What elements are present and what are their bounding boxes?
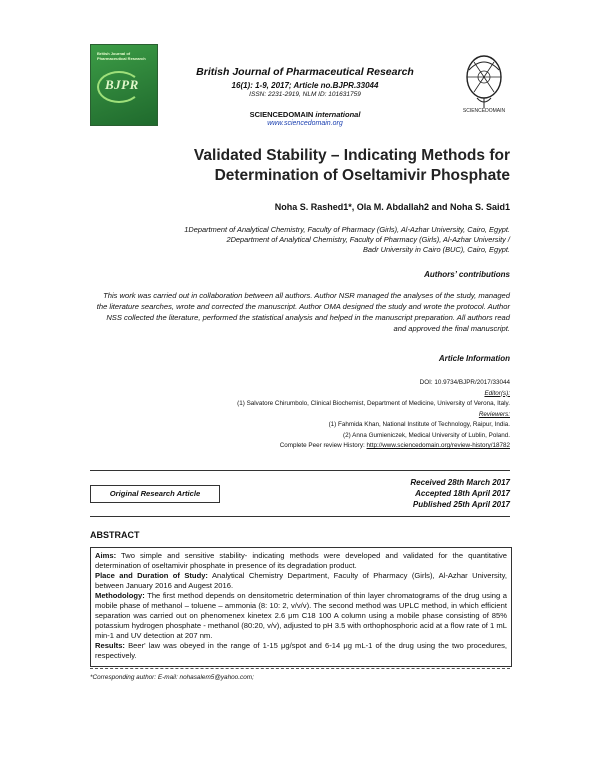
journal-issn: ISSN: 2231-2919, NLM ID: 101631759 bbox=[249, 91, 361, 98]
peer-review bbox=[150, 441, 510, 452]
affiliations bbox=[90, 225, 510, 255]
reviewer-1: (1) Fahmida Khan, National Institute of Technology, Raipur, India. bbox=[328, 421, 510, 428]
article-dates bbox=[300, 477, 510, 510]
affiliation-2-cont: Badr University in Cairo (BUC), Cairo, Egypt. bbox=[362, 245, 510, 254]
journal-title: British Journal of Pharmaceutical Research bbox=[196, 66, 414, 78]
paper-authors: Noha S. Rashed1*, Ola M. Abdallah2 and Noha S. Said1 bbox=[274, 202, 510, 212]
affiliation-1: 1Department of Analytical Chemistry, Faculty of Pharmacy (Girls), Al-Azhar University, Cairo, Egypt. bbox=[184, 225, 510, 234]
article-type-box: Original Research Article bbox=[90, 485, 220, 503]
affiliation-2: 2Department of Analytical Chemistry, Faculty of Pharmacy (Girls), Al-Azhar University / bbox=[226, 235, 510, 244]
divider-top bbox=[90, 470, 510, 471]
reviewers-label: Reviewers: bbox=[478, 410, 510, 418]
doi: DOI: 10.9734/BJPR/2017/33044 bbox=[419, 379, 510, 386]
paper-title-line1: Validated Stability – Indicating Methods for bbox=[193, 147, 510, 164]
aims-text: Two simple and sensitive stability- indicating methods were developed and validated for the quantitative determination of oseltamivir phosphate in presence of its degradation product. bbox=[95, 551, 507, 570]
publisher-name bbox=[160, 110, 450, 119]
contributions-heading: Authors’ contributions bbox=[424, 270, 510, 279]
results-text: Beer' law was obeyed in the range of 1-15 μg/spot and 6-14 μg mL-1 of the drug using the two procedures, respectively. bbox=[95, 641, 507, 660]
article-info-heading: Article Information bbox=[438, 354, 510, 363]
publisher-url[interactable]: www.sciencedomain.org bbox=[267, 120, 343, 127]
paper-title-line2: Determination of Oseltamivir Phosphate bbox=[214, 167, 510, 184]
publisher-main: SCIENCEDOMAIN bbox=[249, 110, 314, 119]
cover-logo: BJPR bbox=[105, 77, 139, 92]
results-label: Results: bbox=[95, 641, 125, 650]
abstract-methodology bbox=[95, 591, 507, 641]
reviewer-2: (2) Anna Gumieniczek, Medical University of Lublin, Poland. bbox=[343, 431, 510, 439]
paper-title bbox=[130, 146, 510, 186]
methodology-label: Methodology: bbox=[95, 591, 145, 600]
article-info bbox=[150, 378, 510, 452]
abstract-heading: ABSTRACT bbox=[90, 530, 140, 540]
publisher-head-logo-icon bbox=[455, 50, 513, 110]
abstract-box bbox=[90, 547, 512, 667]
corresponding-author-footnote: *Corresponding author: E-mail: nohasalem5@yahoo.com; bbox=[90, 674, 254, 681]
cover-title: British Journal of Pharmaceutical Research bbox=[97, 51, 146, 61]
editor: (1) Salvatore Chirumbolo, Clinical Biochemist, Department of Medicine, University of Verona, Italy. bbox=[237, 400, 510, 407]
publisher-logo-text: SCIENCEDOMAIN bbox=[462, 108, 506, 114]
divider-bottom bbox=[90, 516, 510, 517]
place-text: Analytical Chemistry Department, Faculty of Pharmacy (Girls), Al-Azhar University, between January 2016 and Augest 2016. bbox=[95, 571, 507, 590]
methodology-text: The first method depends on densitometric determination of thin layer chromatograms of the drug using a mobile phase of methanol – toluene – ammonia (8: 10: 2, v/v/v). The second method was UPLC method, in which efficient separation was carried out on phenomenex kinetex 2.6 μm C18 100 A column using a mobile phase consisting of 85% potassium hydrogen phosphate - methanol (80:20, v/v), adjusted to pH 3.5 with orthophosphoric acid at a flow rate of 1 mL min-1 and UV detection at 207 nm. bbox=[95, 591, 507, 640]
publisher-suffix: international bbox=[315, 110, 361, 119]
received-date: Received 28th March 2017 bbox=[410, 478, 510, 487]
accepted-date: Accepted 18th April 2017 bbox=[415, 489, 510, 498]
abstract-results bbox=[95, 641, 507, 661]
journal-cover-image bbox=[90, 44, 158, 126]
abstract-aims bbox=[95, 551, 507, 571]
peer-review-label: Complete Peer review History: bbox=[279, 442, 365, 449]
place-label: Place and Duration of Study: bbox=[95, 571, 208, 580]
published-date: Published 25th April 2017 bbox=[412, 500, 510, 509]
journal-volume: 16(1): 1-9, 2017; Article no.BJPR.33044 bbox=[231, 81, 379, 90]
peer-review-link[interactable]: http://www.sciencedomain.org/review-history/18782 bbox=[366, 442, 510, 449]
contributions-text: This work was carried out in collaboration between all authors. Author NSR managed the analyses of the study, managed the literature searches, wrote and corrected the manuscript. Author OMA designed the study and wrote the protocol. Author NSS collected the literature, performed the statistical analysis and helped in the manuscript preparation. All authors read and approved the final manuscript. bbox=[96, 291, 510, 333]
abstract-place bbox=[95, 571, 507, 591]
aims-label: Aims: bbox=[95, 551, 117, 560]
footnote-rule bbox=[90, 668, 510, 669]
editor-label: Editor(s): bbox=[484, 389, 510, 397]
